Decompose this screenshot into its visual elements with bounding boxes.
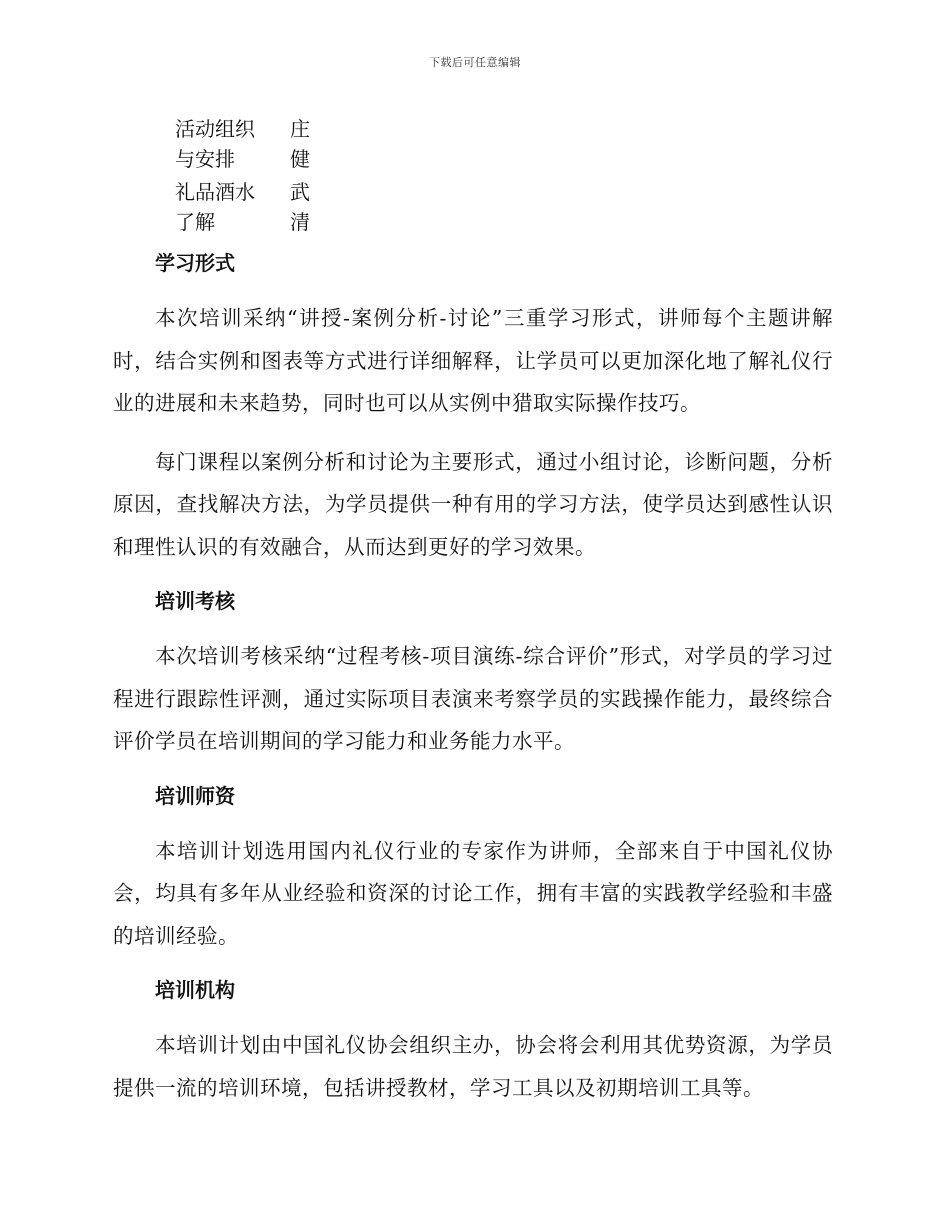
table-row — [175, 114, 330, 174]
paragraph: 本培训计划由中国礼仪协会组织主办，协会将会利用其优势资源，为学员提供一流的培训环境，包括讲授教材，学习工具以及初期培训工具等。 — [113, 1033, 833, 1100]
cell-line: 礼品酒水 — [175, 180, 255, 204]
cell-line: 了解 — [175, 210, 215, 234]
section-heading: 学习形式 — [155, 251, 235, 275]
paragraph: 本次培训考核采纳“过程考核-项目演练-综合评价”形式，对学员的学习过程进行跟踪性评测，通过实际项目表演来考察学员的实践操作能力，最终综合评价学员在培训期间的学习能力和业务能力水平。 — [113, 644, 833, 753]
table-cell-topic — [175, 114, 290, 174]
paragraph: 本培训计划选用国内礼仪行业的专家作为讲师，全部来自于中国礼仪协会，均具有多年从业经验和资深的讨论工作，拥有丰富的实践教学经验和丰盛的培训经验。 — [113, 838, 833, 948]
section-heading: 培训考核 — [155, 589, 235, 613]
table-cell-name — [290, 114, 330, 174]
cell-line: 清 — [290, 210, 310, 234]
document-body — [113, 246, 833, 1125]
cell-line: 与安排 — [175, 147, 235, 171]
schedule-table — [175, 114, 330, 240]
table-row — [175, 177, 330, 237]
cell-line: 庄 — [290, 117, 310, 141]
table-cell-topic — [175, 177, 290, 237]
page-header: 下载后可任意编辑 — [429, 56, 521, 69]
cell-line: 活动组织 — [175, 117, 255, 141]
section-heading: 培训师资 — [155, 783, 235, 808]
table-cell-name — [290, 177, 330, 237]
cell-line: 武 — [290, 180, 310, 204]
cell-line: 健 — [290, 147, 310, 171]
paragraph: 本次培训采纳“讲授-案例分析-讨论”三重学习形式，讲师每个主题讲解时，结合实例和图表等方式进行详细解释，让学员可以更加深化地了解礼仪行业的进展和未来趋势，同时也可以从实例中猎取实际操作技巧。 — [113, 306, 833, 415]
section-heading: 培训机构 — [155, 978, 235, 1002]
paragraph: 每门课程以案例分析和讨论为主要形式，通过小组讨论，诊断问题，分析原因，查找解决方法，为学员提供一种有用的学习方法，使学员达到感性认识和理性认识的有效融合，从而达到更好的学习效果。 — [113, 449, 833, 559]
